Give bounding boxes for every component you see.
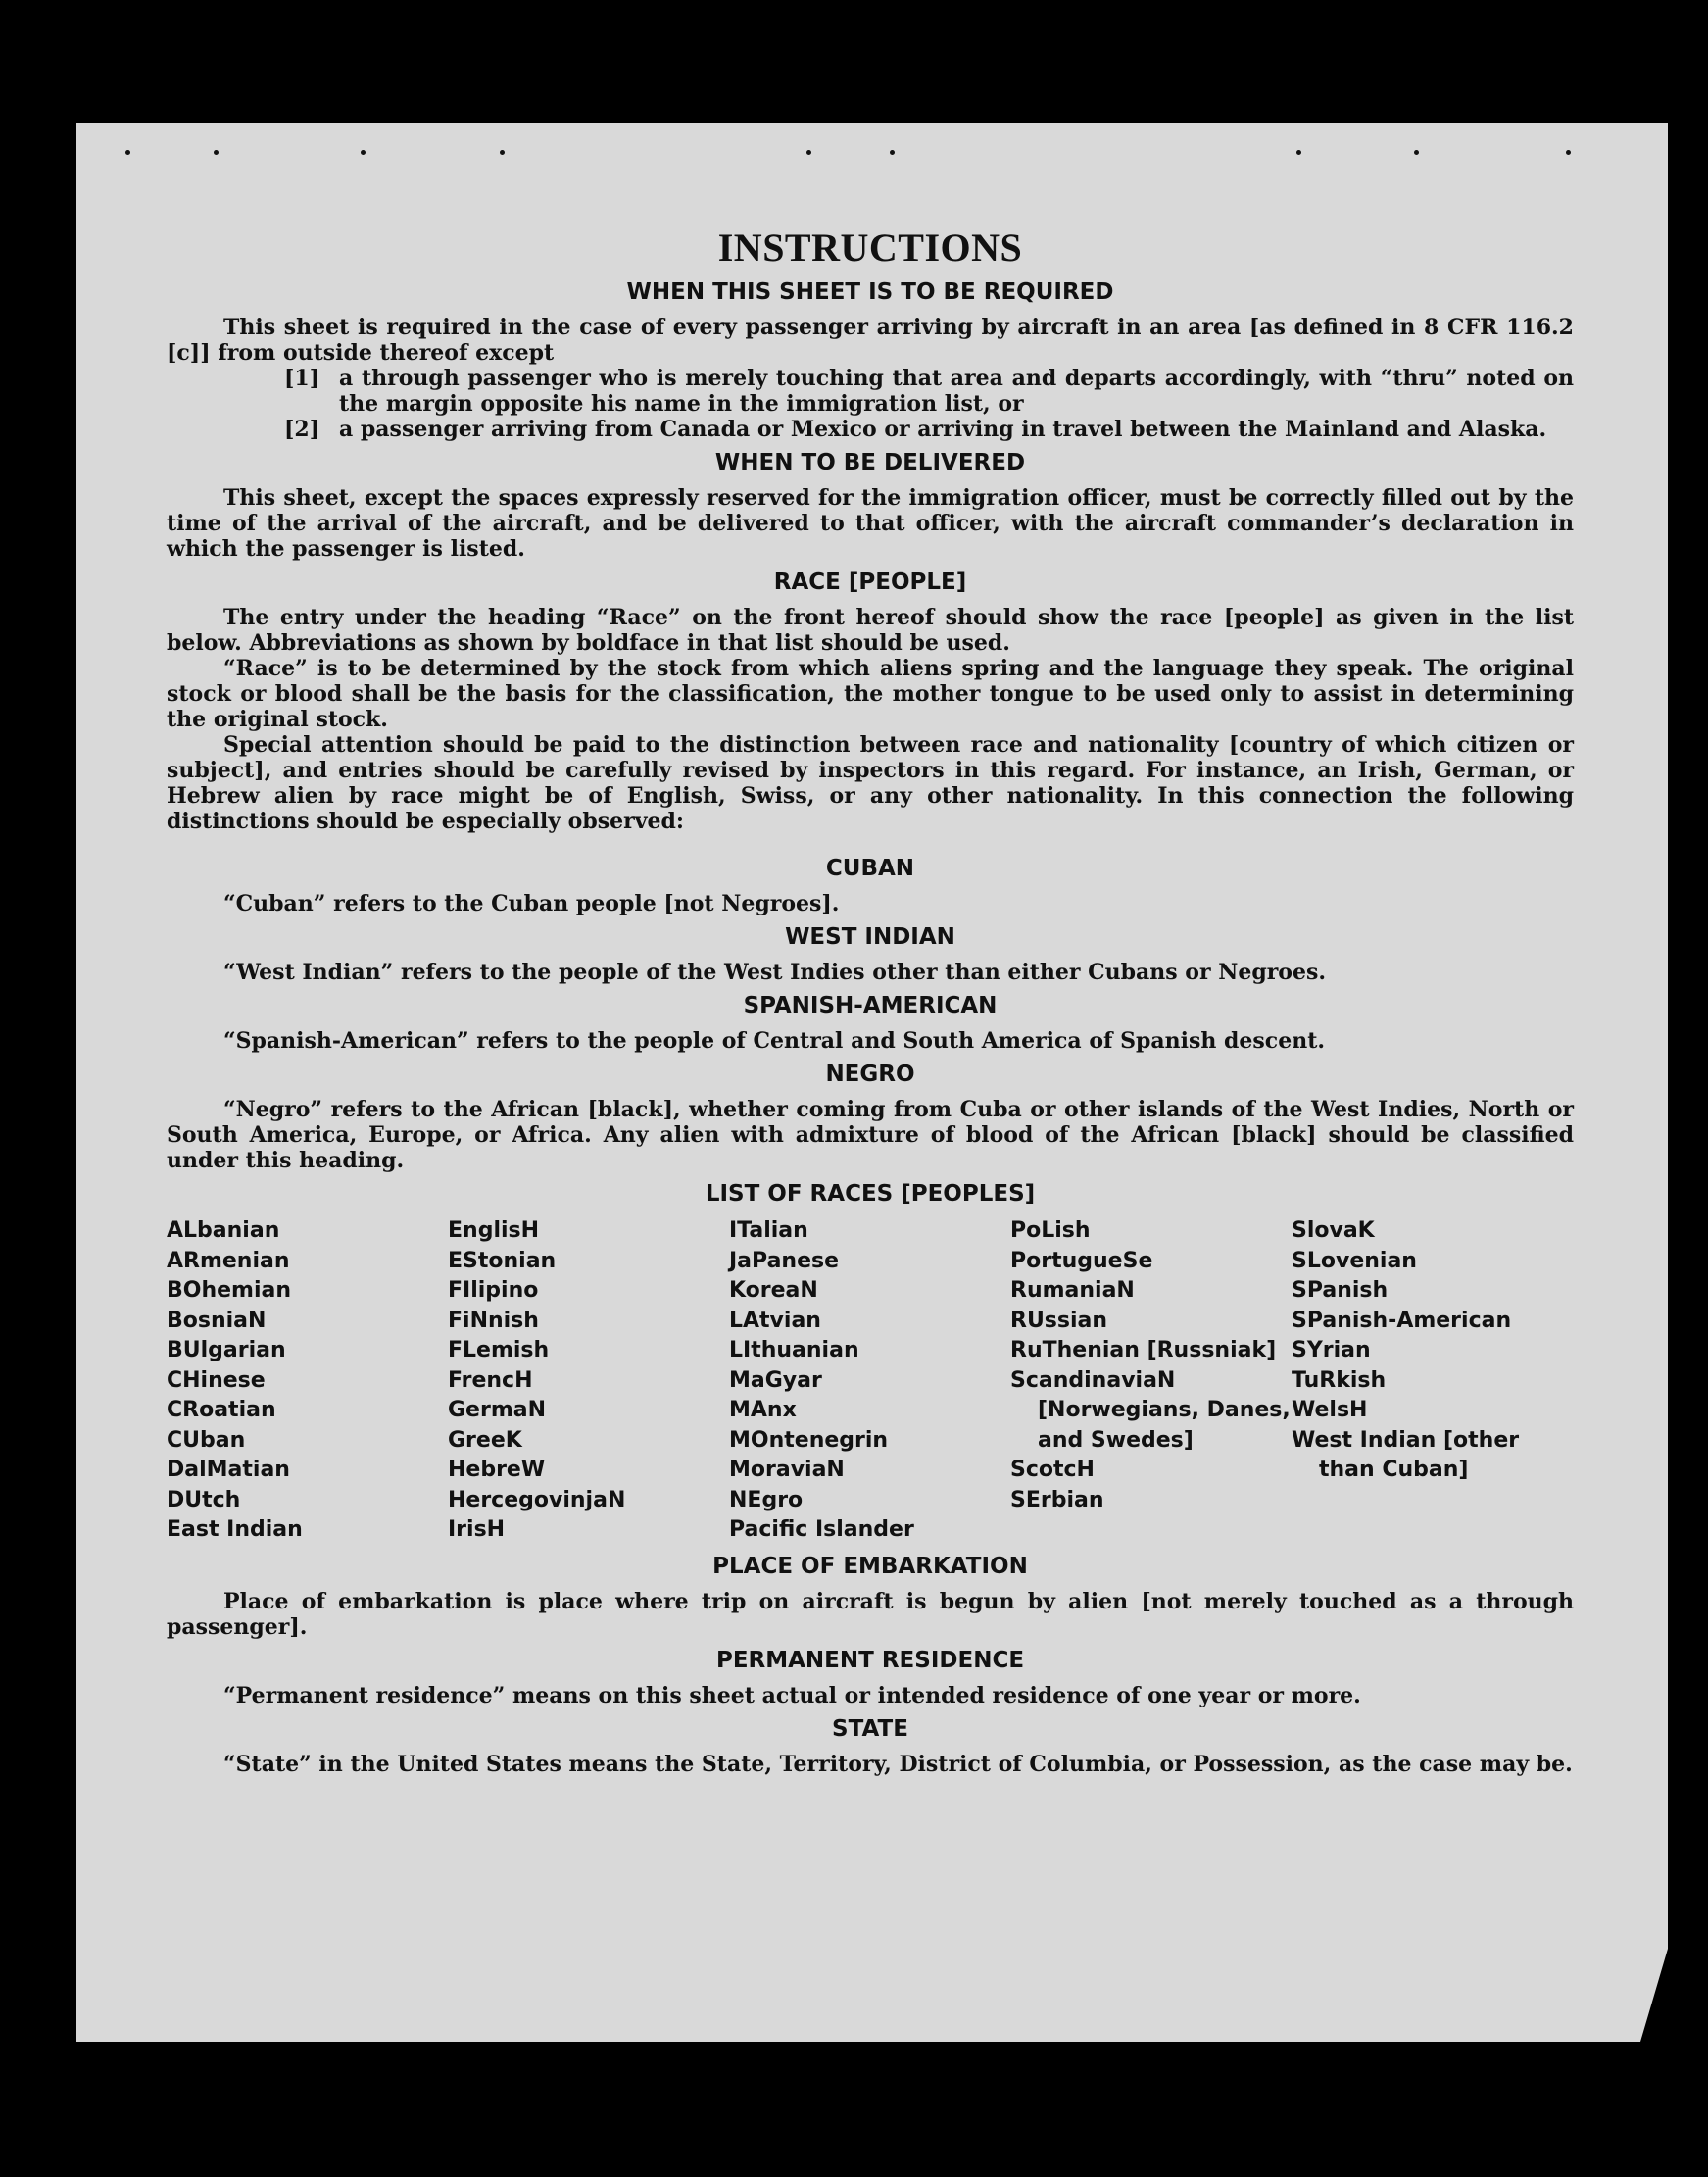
heading-state: STATE [832, 1715, 908, 1742]
race-column-2 [448, 1216, 729, 1546]
race-item: ITalian [729, 1218, 808, 1243]
race-item: HercegovinjaN [448, 1487, 626, 1512]
exception-text: a passenger arriving from Canada or Mexico or arriving in travel between the Mainland and Alaska. [339, 417, 1547, 442]
race-item: West Indian [other than Cuban] [1292, 1427, 1520, 1482]
race-item: PortugueSe [1010, 1248, 1153, 1273]
race-item: SLovenian [1292, 1248, 1417, 1273]
race-item: FLemish [448, 1338, 550, 1362]
race-paragraph-3: Special attention should be paid to the distinction between race and nationality [country of which citizen or subject], and entries should be carefully revised by inspectors in this regard. For instance, an Irish, German, or Hebrew alien by race might be of English, Swiss, or any other nationality. In this connection the following distinctions should be especially observed: [167, 732, 1574, 834]
race-item: BOhemian [167, 1278, 292, 1303]
race-item: WelsH [1292, 1398, 1368, 1422]
race-column-5 [1292, 1216, 1573, 1546]
race-item: BosniaN [167, 1308, 267, 1333]
spanish-american-text: “Spanish-American” refers to the people of Central and South America of Spanish descent. [223, 1028, 1326, 1054]
race-item: East Indian [167, 1517, 303, 1542]
race-item: CRoatian [167, 1398, 276, 1422]
punch-hole [125, 150, 130, 155]
exception-list [284, 366, 1574, 442]
heading-when-delivered: WHEN TO BE DELIVERED [714, 450, 1026, 475]
race-paragraph-2: “Race” is to be determined by the stock from which aliens spring and the language they speak. The original stock or blood shall be the basis for the classification, the mother tongue to be used only to assist in determining the original stock. [167, 656, 1574, 732]
delivered-text: This sheet, except the spaces expressly reserved for the immigration officer, must be correctly filled out by the time of the arrival of the aircraft, and be delivered to that officer, with the aircraft commander’s declaration in which the passenger is listed. [167, 485, 1574, 562]
page-title: INSTRUCTIONS [717, 225, 1023, 270]
race-item: KoreaN [729, 1278, 818, 1303]
punch-hole [890, 150, 895, 155]
race-item: DalMatian [167, 1458, 290, 1482]
race-item: MAnx [729, 1398, 797, 1422]
race-item: Pacific Islander [729, 1517, 914, 1542]
punch-hole [1414, 150, 1419, 155]
heading-when-required: WHEN THIS SHEET IS TO BE REQUIRED [626, 279, 1114, 305]
race-list [167, 1216, 1574, 1546]
heading-negro: NEGRO [825, 1062, 915, 1087]
race-item: MaGyar [729, 1367, 822, 1393]
race-column-4 [1010, 1216, 1292, 1546]
race-paragraph-1: The entry under the heading “Race” on the front hereof should show the race [people] as given in the list below. Abbreviations as shown by boldface in that list should be used. [167, 605, 1574, 656]
race-item: ALbanian [167, 1218, 280, 1243]
state-text: “State” in the United States means the State, Territory, District of Columbia, or Possession, as the case may be. [223, 1751, 1573, 1777]
race-item: FIlipino [448, 1278, 539, 1303]
race-item: SlovaK [1292, 1218, 1375, 1243]
heading-spanish-american: SPANISH-AMERICAN [743, 993, 998, 1018]
required-intro: This sheet is required in the case of every passenger arriving by aircraft in an area [as defined in 8 CFR 116.2 [c]] from outside thereof except [167, 315, 1574, 366]
negro-text: “Negro” refers to the African [black], whether coming from Cuba or other islands of the West Indies, North or South America, Europe, or Africa. Any alien with admixture of blood of the African [black] should be classified under this heading. [167, 1097, 1574, 1173]
race-item: MoraviaN [729, 1458, 845, 1482]
exception-item [284, 366, 1574, 417]
race-item: PoLish [1010, 1218, 1091, 1243]
race-item: FrencH [448, 1367, 533, 1393]
race-item: DUtch [167, 1487, 241, 1512]
race-column-3 [729, 1216, 1010, 1546]
cuban-text: “Cuban” refers to the Cuban people [not Negroes]. [223, 891, 840, 916]
race-item: SPanish-American [1292, 1308, 1512, 1333]
race-item: RUssian [1010, 1308, 1108, 1333]
punch-hole [361, 150, 366, 155]
punch-hole [500, 150, 505, 155]
punch-hole [806, 150, 811, 155]
race-item: MOntenegrin [729, 1427, 889, 1453]
race-item: GermaN [448, 1398, 547, 1422]
race-item: CHinese [167, 1367, 266, 1393]
race-item: TuRkish [1292, 1367, 1387, 1393]
heading-embarkation: PLACE OF EMBARKATION [712, 1553, 1028, 1579]
race-item: SYrian [1292, 1338, 1371, 1362]
race-item: SPanish [1292, 1278, 1389, 1303]
folded-corner [1640, 1949, 1668, 2042]
race-item: JaPanese [729, 1248, 840, 1273]
west-indian-text: “West Indian” refers to the people of the West Indies other than either Cubans or Negroes. [223, 960, 1327, 985]
race-item: LAtvian [729, 1308, 821, 1333]
race-item: SErbian [1010, 1487, 1104, 1512]
exception-item [284, 417, 1574, 442]
exception-number: [1] [284, 366, 320, 391]
race-item: CUban [167, 1427, 246, 1453]
heading-permanent-residence: PERMANENT RESIDENCE [715, 1647, 1025, 1673]
instruction-sheet [76, 123, 1668, 2042]
race-item: EStonian [448, 1248, 557, 1273]
race-item: ScandinaviaN [Norwegians, Danes, and Swedes] [1010, 1367, 1291, 1453]
race-item: NEgro [729, 1487, 804, 1512]
race-item: HebreW [448, 1458, 546, 1482]
heading-race: RACE [PEOPLE] [773, 569, 967, 595]
race-item: RuThenian [Russniak] [1010, 1338, 1277, 1362]
heading-cuban: CUBAN [825, 856, 915, 881]
race-item: GreeK [448, 1427, 522, 1453]
embarkation-text: Place of embarkation is place where trip on aircraft is begun by alien [not merely touched as a through passenger]. [167, 1588, 1574, 1640]
punch-hole [214, 150, 219, 155]
race-item: RumaniaN [1010, 1278, 1135, 1303]
race-item: ARmenian [167, 1248, 290, 1273]
punch-hole [1566, 150, 1571, 155]
race-item: EnglisH [448, 1218, 540, 1243]
race-column-1 [167, 1216, 448, 1546]
residence-text: “Permanent residence” means on this sheet actual or intended residence of one year or more. [223, 1682, 1361, 1708]
punch-hole [1296, 150, 1301, 155]
exception-number: [2] [284, 417, 320, 442]
race-item: FiNnish [448, 1308, 539, 1333]
race-item: IrisH [448, 1517, 506, 1542]
heading-list-of-races: LIST OF RACES [PEOPLES] [705, 1181, 1036, 1207]
instructions-content [167, 224, 1574, 1777]
race-item: LIthuanian [729, 1338, 859, 1362]
race-item: BUlgarian [167, 1338, 286, 1362]
exception-text: a through passenger who is merely touching that area and departs accordingly, with “thru” noted on the margin opposite his name in the immigration list, or [339, 366, 1574, 417]
heading-west-indian: WEST INDIAN [785, 924, 955, 950]
race-item: ScotcH [1010, 1458, 1095, 1482]
